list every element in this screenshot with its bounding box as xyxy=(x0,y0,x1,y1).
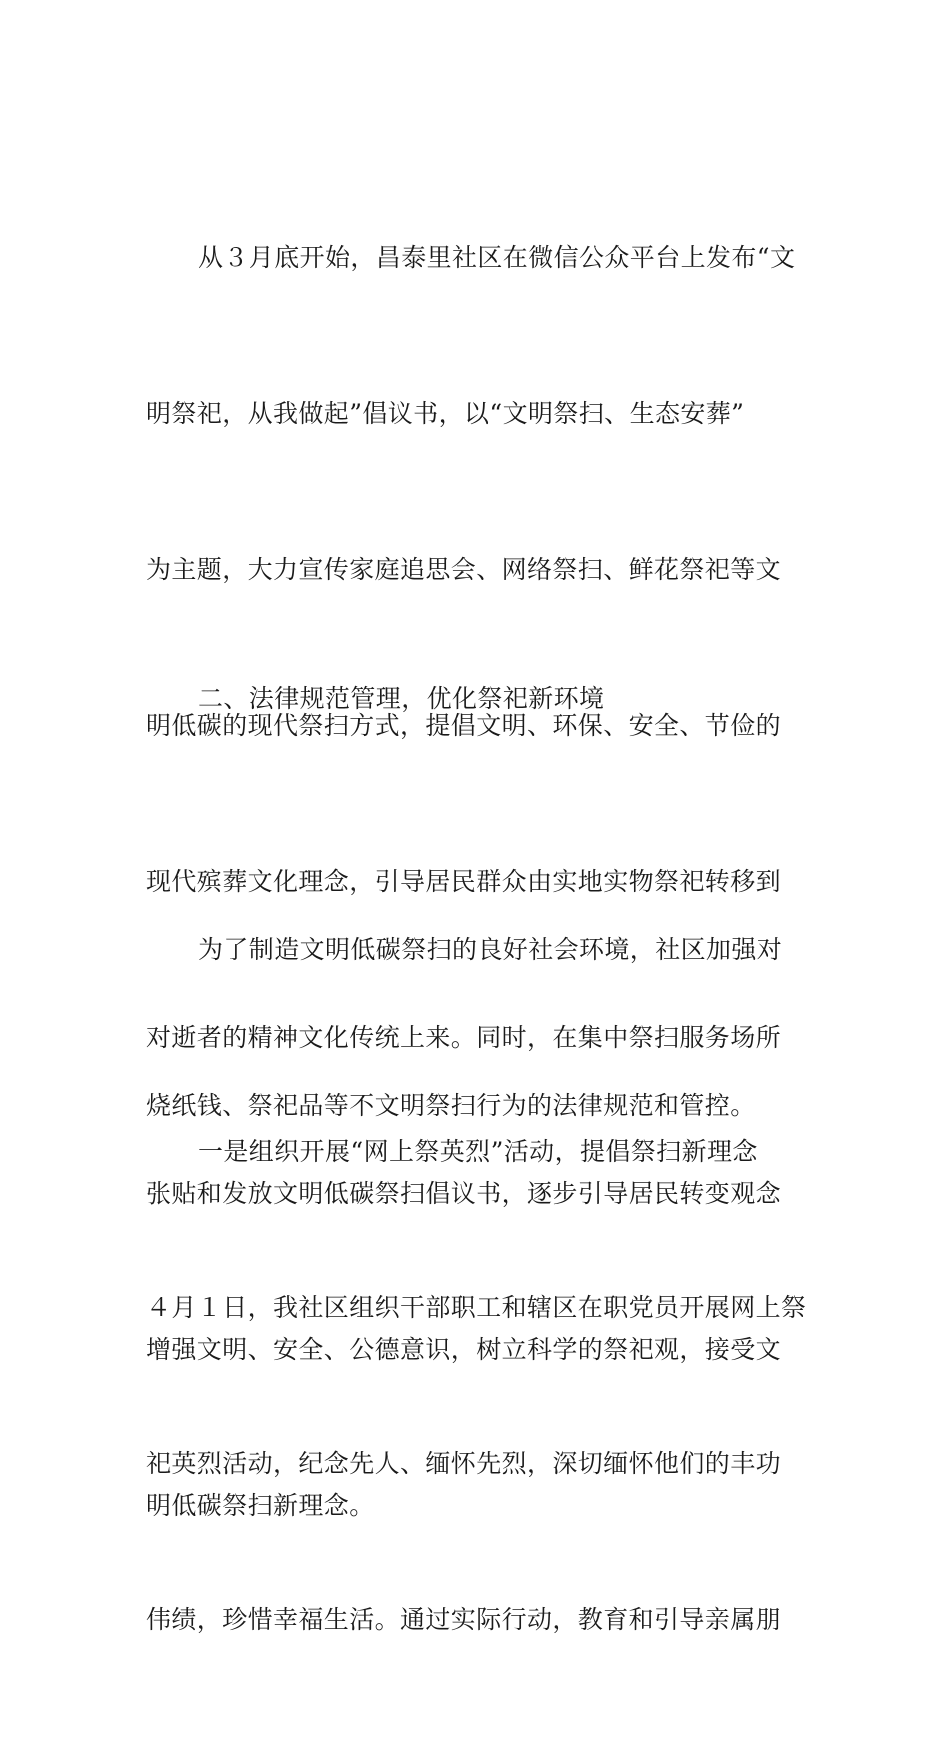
text-line: 对逝者的精神文化传统上来。同时，在集中祭扫服务场所 xyxy=(146,1023,782,1052)
paragraph-online-memorial-activity xyxy=(146,1022,806,1750)
text-line: 从３月底开始，昌泰里社区在微信公众平台上发布“文 xyxy=(198,243,796,272)
text-line: ４月１日，我社区组织干部职工和辖区在职党员开展网上祭 xyxy=(146,1293,807,1322)
text-line: 一是组织开展“网上祭英烈”活动，提倡祭扫新理念 xyxy=(198,1137,758,1166)
text-line: 烧纸钱、祭祀品等不文明祭扫行为的法律规范和管控。 xyxy=(146,1091,756,1120)
text-line: 明低碳祭扫新理念。 xyxy=(146,1491,375,1520)
text-line: 现代殡葬文化理念，引导居民群众由实地实物祭祀转移到 xyxy=(146,867,782,896)
text-line: 祀英烈活动，纪念先人、缅怀先烈，深切缅怀他们的丰功 xyxy=(146,1449,782,1478)
text-line: 为主题，大力宣传家庭追思会、网络祭扫、鲜花祭祀等文 xyxy=(146,555,782,584)
text-line: 张贴和发放文明低碳祭扫倡议书，逐步引导居民转变观念 xyxy=(146,1179,782,1208)
text-line: 明低碳的现代祭扫方式，提倡文明、环保、安全、节俭的 xyxy=(146,711,782,740)
text-line: 明祭祀，从我做起”倡议书，以“文明祭扫、生态安葬” xyxy=(146,399,745,428)
text-line: 为了制造文明低碳祭扫的良好社会环境，社区加强对 xyxy=(198,935,783,964)
section-heading: 二、法律规范管理，优化祭祀新环境 xyxy=(198,684,605,713)
text-line: 增强文明、安全、公德意识，树立科学的祭祀观，接受文 xyxy=(146,1335,782,1364)
text-line: 伟绩，珍惜幸福生活。通过实际行动，教育和引导亲属朋 xyxy=(146,1605,782,1634)
